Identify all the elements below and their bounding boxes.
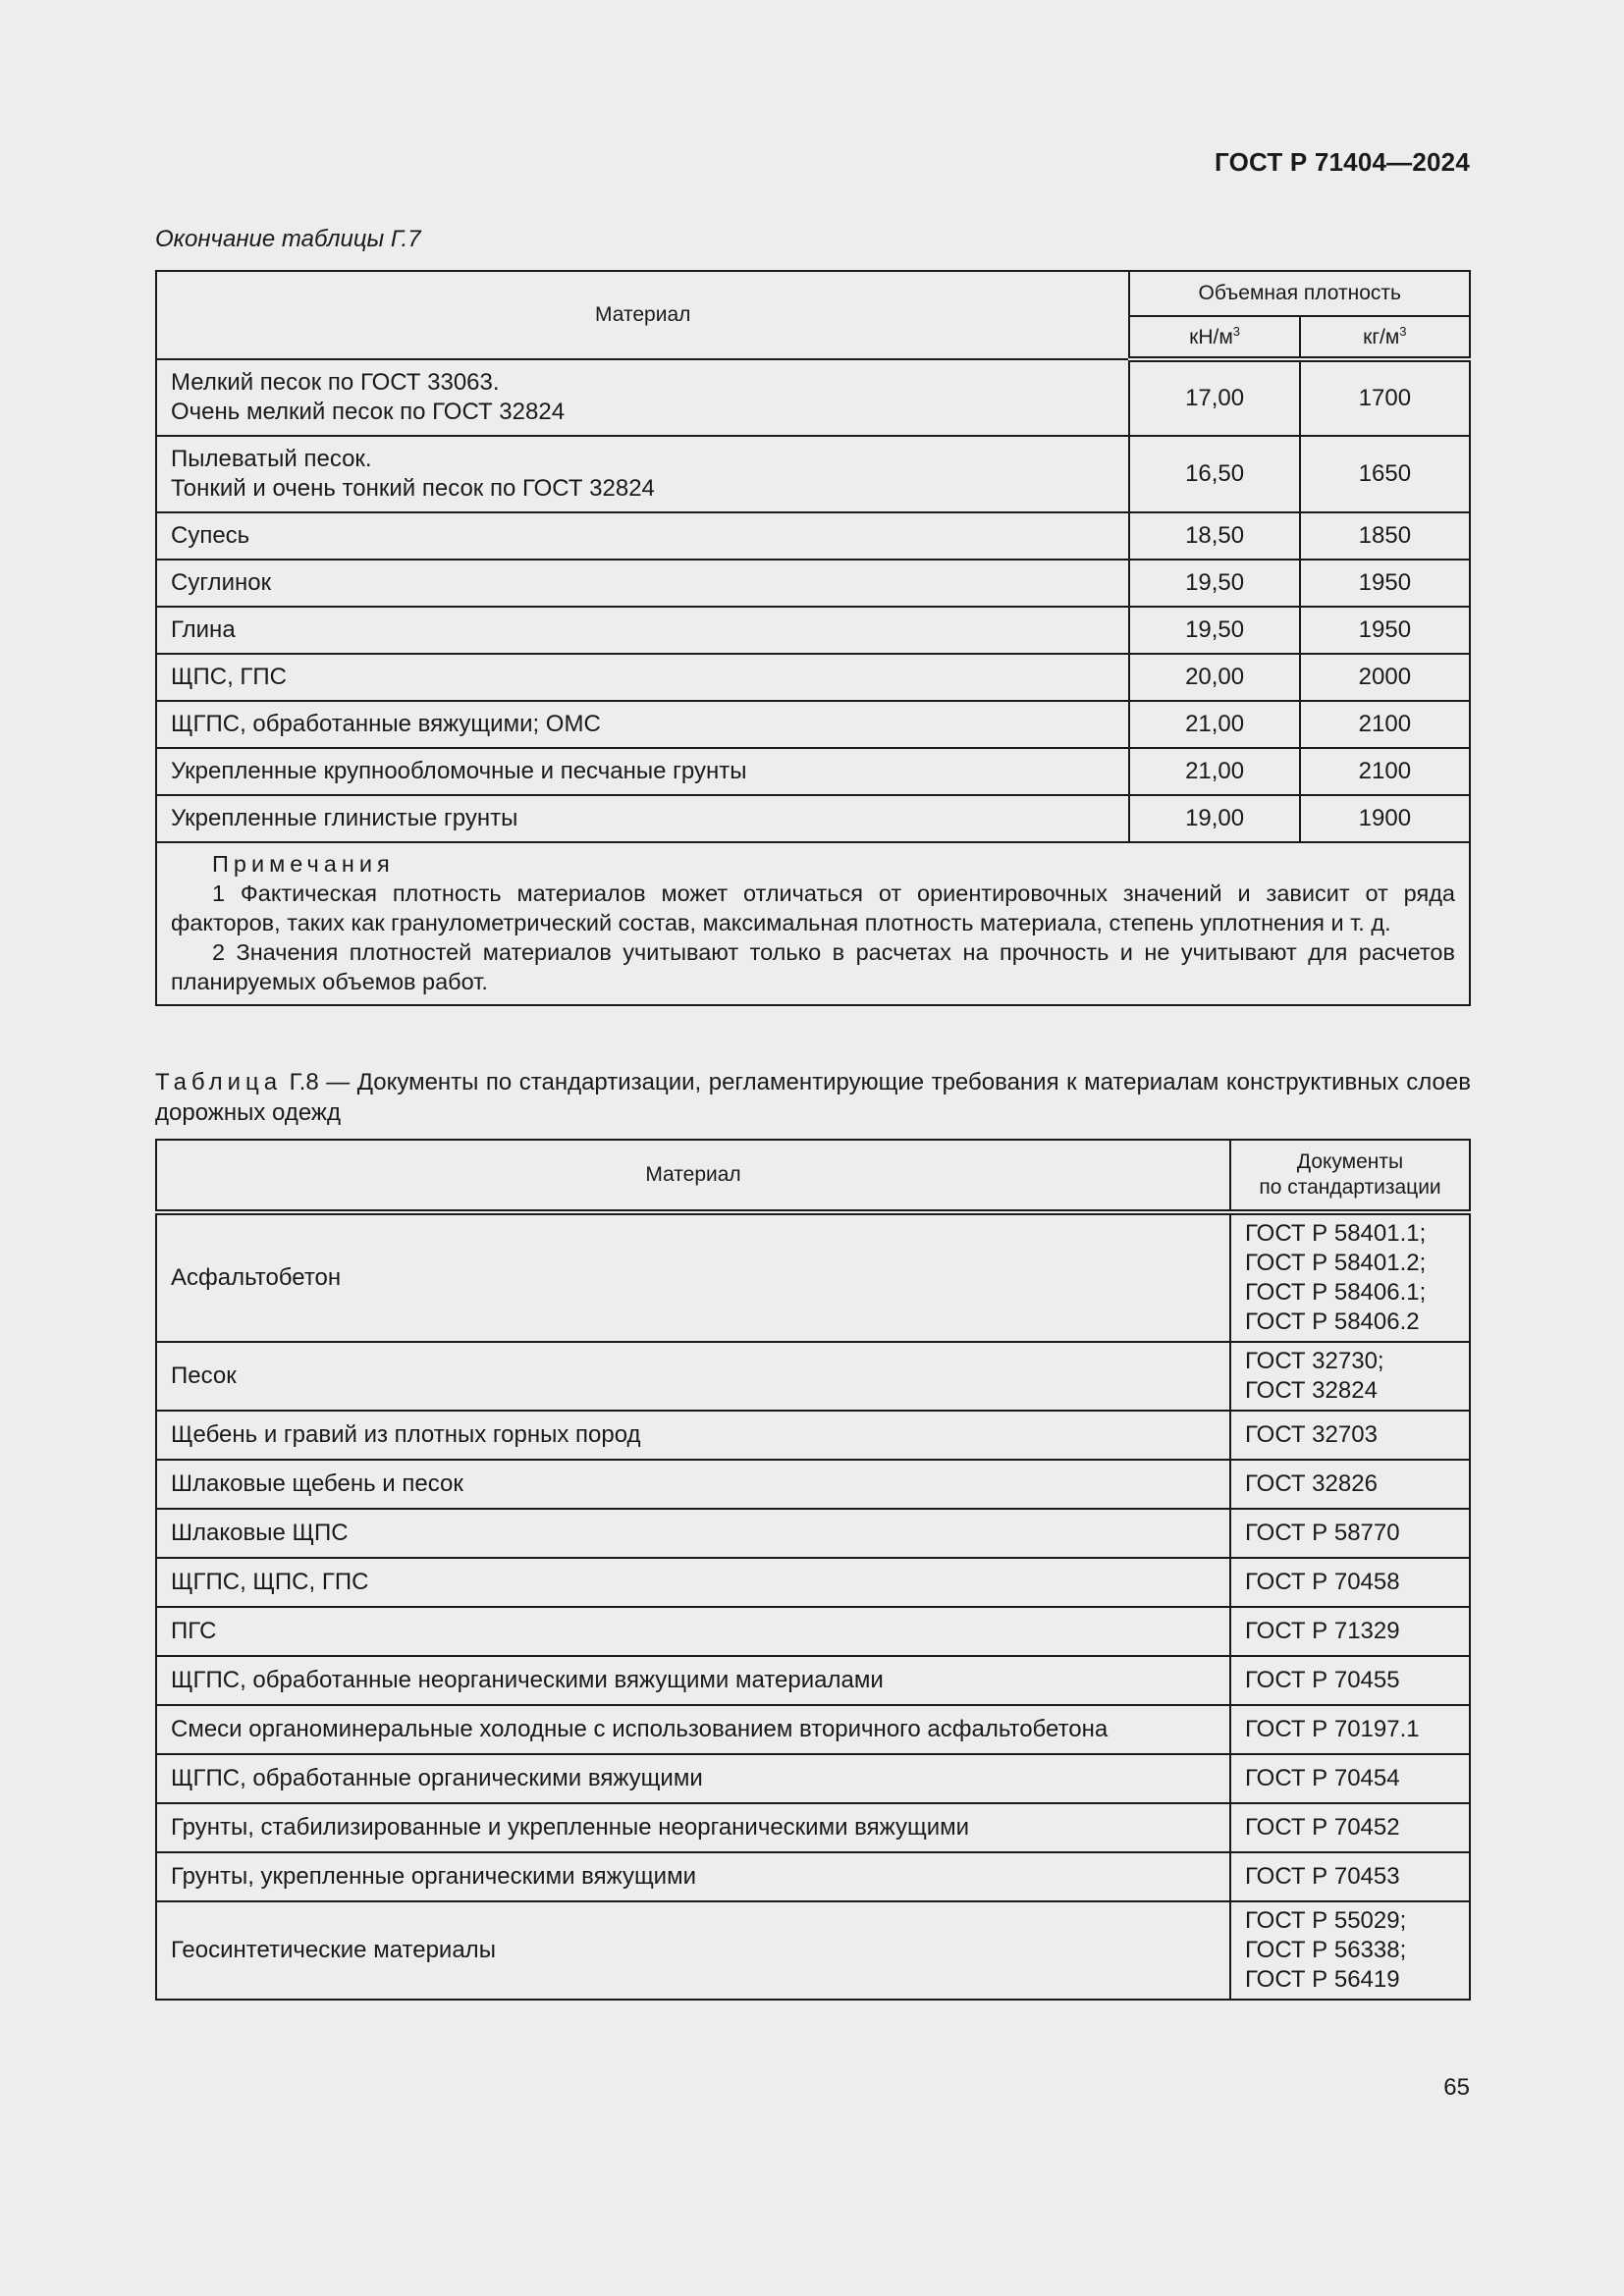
material-cell: Щебень и гравий из плотных горных пород [156, 1411, 1230, 1460]
density-kn-cell: 20,00 [1129, 654, 1299, 701]
table-g8-standards [155, 1139, 1471, 2001]
density-kg-cell: 1700 [1300, 359, 1470, 436]
table-row [156, 1411, 1470, 1460]
header-material: Материал [156, 271, 1129, 359]
notes-cell [156, 842, 1470, 1005]
standards-cell: ГОСТ Р 71329 [1230, 1607, 1470, 1656]
material-cell: Мелкий песок по ГОСТ 33063. Очень мелкий песок по ГОСТ 32824 [156, 359, 1129, 436]
standards-cell: ГОСТ 32703 [1230, 1411, 1470, 1460]
standards-cell: ГОСТ Р 70455 [1230, 1656, 1470, 1705]
material-cell: Песок [156, 1342, 1230, 1411]
table-g7-continuation-caption: Окончание таблицы Г.7 [155, 226, 421, 252]
density-kg-cell: 2100 [1300, 701, 1470, 748]
material-cell: Глина [156, 607, 1129, 654]
note-item: 2 Значения плотностей материалов учитывают только в расчетах на прочность и не учитывают для расчетов планируемых объемов работ. [171, 939, 1455, 994]
table-row [156, 359, 1470, 436]
material-cell: Суглинок [156, 560, 1129, 607]
density-kg-cell: 1900 [1300, 795, 1470, 842]
table-row [156, 1607, 1470, 1656]
material-cell: Геосинтетические материалы [156, 1901, 1230, 2000]
page-number: 65 [1443, 2074, 1470, 2101]
table-row [156, 1656, 1470, 1705]
density-kg-cell: 2100 [1300, 748, 1470, 795]
density-kn-cell: 19,50 [1129, 560, 1299, 607]
standards-cell: ГОСТ Р 58401.1; ГОСТ Р 58401.2; ГОСТ Р 58406.1; ГОСТ Р 58406.2 [1230, 1212, 1470, 1342]
material-cell: Супесь [156, 512, 1129, 560]
table-row [156, 560, 1470, 607]
note-item: 1 Фактическая плотность материалов может отличаться от ориентировочных значений и зависит от ряда факторов, таких как гранулометрический состав, максимальная плотность материала, степень уплотнения и т. д. [171, 881, 1455, 935]
density-kn-cell: 19,00 [1129, 795, 1299, 842]
standards-cell: ГОСТ 32826 [1230, 1460, 1470, 1509]
density-kn-cell: 17,00 [1129, 359, 1299, 436]
table-row [156, 748, 1470, 795]
material-cell: Грунты, стабилизированные и укрепленные неорганическими вяжущими [156, 1803, 1230, 1852]
document-id: ГОСТ Р 71404—2024 [1215, 147, 1470, 177]
material-cell: Грунты, укрепленные органическими вяжущими [156, 1852, 1230, 1901]
standards-cell: ГОСТ Р 70453 [1230, 1852, 1470, 1901]
table-row [156, 436, 1470, 512]
table-row [156, 607, 1470, 654]
density-kg-cell: 1650 [1300, 436, 1470, 512]
table-row [156, 1558, 1470, 1607]
density-kn-cell: 21,00 [1129, 748, 1299, 795]
density-kn-cell: 19,50 [1129, 607, 1299, 654]
standards-cell: ГОСТ Р 70458 [1230, 1558, 1470, 1607]
standards-cell: ГОСТ Р 70197.1 [1230, 1705, 1470, 1754]
material-cell: ЩПС, ГПС [156, 654, 1129, 701]
table-row [156, 1803, 1470, 1852]
standards-cell: ГОСТ Р 58770 [1230, 1509, 1470, 1558]
material-cell: Укрепленные глинистые грунты [156, 795, 1129, 842]
density-kg-cell: 2000 [1300, 654, 1470, 701]
material-cell: ПГС [156, 1607, 1230, 1656]
standards-cell: ГОСТ Р 70454 [1230, 1754, 1470, 1803]
table-row [156, 1342, 1470, 1411]
material-cell: ЩГПС, обработанные неорганическими вяжущими материалами [156, 1656, 1230, 1705]
material-cell: Шлаковые ЩПС [156, 1509, 1230, 1558]
table-row [156, 701, 1470, 748]
header-material: Материал [156, 1140, 1230, 1212]
table-row [156, 1509, 1470, 1558]
table-row [156, 1901, 1470, 2000]
standards-cell: ГОСТ 32730; ГОСТ 32824 [1230, 1342, 1470, 1411]
header-unit-kg: $кг/м^3$ [1300, 316, 1470, 359]
material-cell: Укрепленные крупнообломочные и песчаные грунты [156, 748, 1129, 795]
table-row [156, 654, 1470, 701]
density-kn-cell: 18,50 [1129, 512, 1299, 560]
table-row [156, 1852, 1470, 1901]
table-row [156, 795, 1470, 842]
material-cell: Асфальтобетон [156, 1212, 1230, 1342]
material-cell: Пылеватый песок. Тонкий и очень тонкий песок по ГОСТ 32824 [156, 436, 1129, 512]
material-cell: ЩГПС, ЩПС, ГПС [156, 1558, 1230, 1607]
density-kg-cell: 1950 [1300, 560, 1470, 607]
material-cell: ЩГПС, обработанные органическими вяжущими [156, 1754, 1230, 1803]
table-row [156, 1705, 1470, 1754]
density-kg-cell: 1850 [1300, 512, 1470, 560]
table-row [156, 1754, 1470, 1803]
standards-cell: ГОСТ Р 70452 [1230, 1803, 1470, 1852]
notes-row [156, 842, 1470, 1005]
table-g8-caption: Таблица Г.8 — Документы по стандартизации, регламентирующие требования к материалам конструктивных слоев дорожных одежд [155, 1069, 1471, 1126]
material-cell: ЩГПС, обработанные вяжущими; ОМС [156, 701, 1129, 748]
material-cell: Шлаковые щебень и песок [156, 1460, 1230, 1509]
density-kn-cell: 21,00 [1129, 701, 1299, 748]
table-row [156, 512, 1470, 560]
header-bulk-density: Объемная плотность [1129, 271, 1470, 316]
notes-title: Примечания [212, 851, 395, 877]
header-standards-documents: Документы по стандартизации [1230, 1140, 1470, 1212]
standards-cell: ГОСТ Р 55029; ГОСТ Р 56338; ГОСТ Р 56419 [1230, 1901, 1470, 2000]
material-cell: Смеси органоминеральные холодные с использованием вторичного асфальтобетона [156, 1705, 1230, 1754]
density-kn-cell: 16,50 [1129, 436, 1299, 512]
table-row [156, 1212, 1470, 1342]
table-row [156, 1460, 1470, 1509]
density-kg-cell: 1950 [1300, 607, 1470, 654]
header-unit-kn: $кН/м^3$ [1129, 316, 1299, 359]
table-g7-density [155, 270, 1471, 1006]
